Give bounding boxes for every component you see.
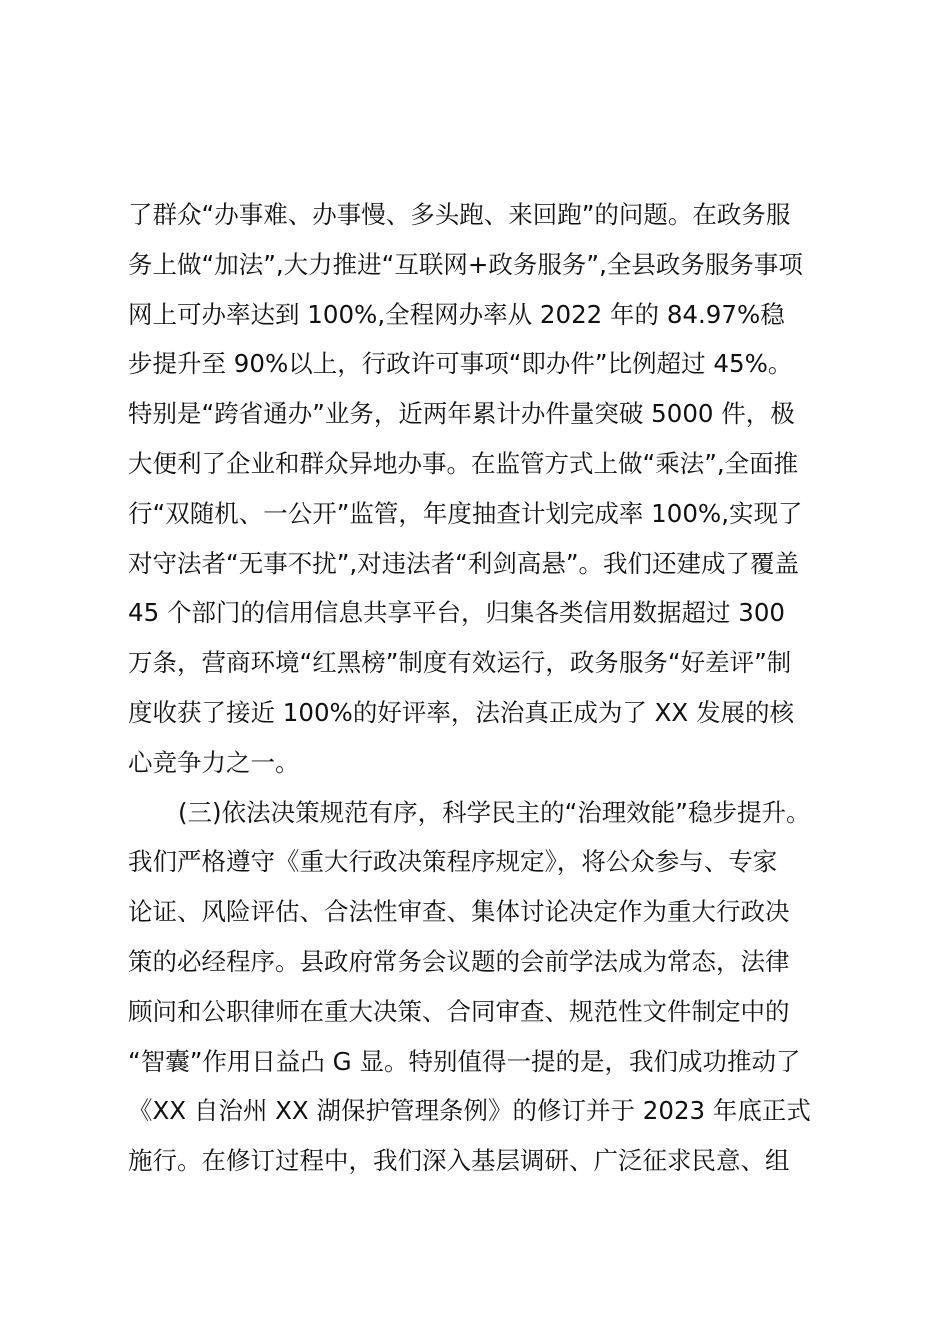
text-line: 特别是“跨省通办”业务，近两年累计办件量突破 5000 件，极 — [128, 399, 795, 429]
text-line: 行“双随机、一公开”监管，年度抽查计划完成率 100%,实现了 — [128, 498, 803, 528]
text-line: 施行。在修订过程中，我们深入基层调研、广泛征求民意、组 — [128, 1146, 790, 1176]
text-line: 万条，营商环境“红黑榜”制度有效运行，政务服务“好差评”制 — [128, 648, 792, 678]
body-text — [128, 190, 828, 1186]
text-line: 网上可办率达到 100%,全程网办率从 2022 年的 84.97%稳 — [128, 299, 785, 329]
text-line: 45 个部门的信用信息共享平台，归集各类信用数据超过 300 — [128, 598, 786, 628]
text-line: 顾问和公职律师在重大决策、合同审查、规范性文件制定中的 — [128, 996, 790, 1026]
section-heading-line: (三)依法决策规范有序，科学民主的“治理效能”稳步提升。 — [178, 797, 811, 827]
text-line: 论证、风险评估、合法性审查、集体讨论决定作为重大行政决 — [128, 897, 790, 927]
text-line: “智囊”作用日益凸 G 显。特别值得一提的是，我们成功推动了 — [128, 1046, 801, 1076]
text-line: 步提升至 90%以上，行政许可事项“即办件”比例超过 45%。 — [128, 349, 793, 379]
text-line: 策的必经程序。县政府常务会议题的会前学法成为常态，法律 — [128, 946, 790, 976]
text-line: 《XX 自治州 XX 湖保护管理条例》的修订并于 2023 年底正式 — [128, 1096, 811, 1126]
text-line: 了群众“办事难、办事慢、多头跑、来回跑”的问题。在政务服 — [128, 200, 791, 229]
text-line: 心竞争力之一。 — [128, 747, 300, 777]
text-line: 大便利了企业和群众异地办事。在监管方式上做“乘法”,全面推 — [128, 448, 799, 478]
text-line: 对守法者“无事不扰”,对违法者“利剑高悬”。我们还建成了覆盖 — [128, 548, 800, 578]
text-line: 务上做“加法”,大力推进“互联网+政务服务”,全县政务服务事项 — [128, 249, 803, 279]
text-line: 我们严格遵守《重大行政决策程序规定》，将公众参与、专家 — [128, 847, 778, 877]
text-line: 度收获了接近 100%的好评率，法治真正成为了 XX 发展的核 — [128, 697, 794, 727]
